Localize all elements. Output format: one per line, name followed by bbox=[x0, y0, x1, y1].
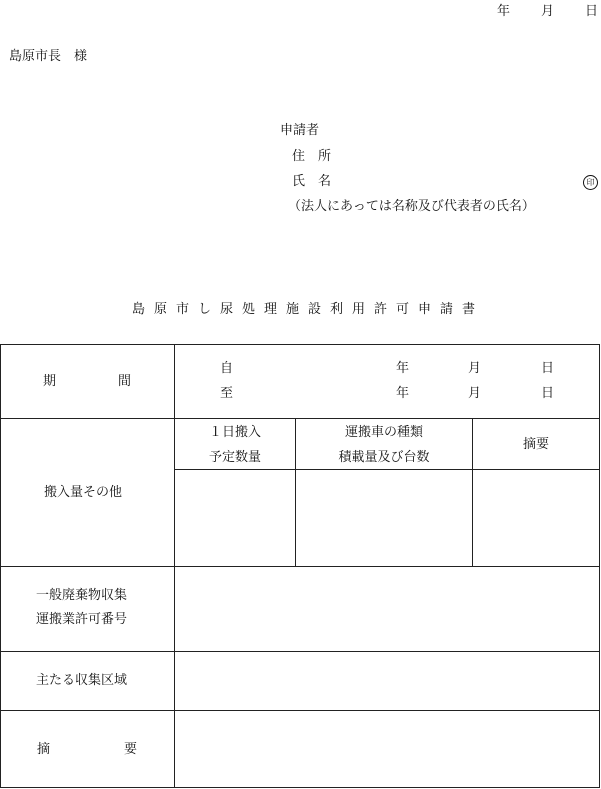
daily-amount-header-line1: １日搬入 bbox=[208, 425, 262, 440]
application-table bbox=[0, 344, 600, 788]
addressee: 島原市長 様 bbox=[9, 49, 88, 64]
title-char: 書 bbox=[462, 302, 476, 317]
daily-amount-header-line2: 予定数量 bbox=[208, 450, 262, 465]
applicant-heading: 申請者 bbox=[280, 123, 320, 138]
applicant-note: （法人にあっては名称及び代表者の氏名） bbox=[288, 199, 535, 214]
title-char: 原 bbox=[154, 302, 168, 317]
vehicle-type-header-line2: 積載量及び台数 bbox=[338, 450, 430, 465]
table-border-bottom bbox=[0, 787, 600, 788]
remarks-label-left: 摘 bbox=[37, 742, 51, 757]
remarks-label-right: 要 bbox=[124, 742, 138, 757]
title-char: 利 bbox=[330, 302, 344, 317]
period-label-right: 間 bbox=[118, 374, 132, 389]
title-char: 用 bbox=[352, 302, 366, 317]
vehicle-type-field[interactable] bbox=[296, 470, 472, 566]
period-from-year: 年 bbox=[396, 361, 410, 376]
amount-label: 搬入量その他 bbox=[44, 485, 123, 500]
period-to-year: 年 bbox=[396, 386, 410, 401]
table-border-left bbox=[0, 344, 1, 788]
date-day-label: 日 bbox=[585, 4, 599, 19]
period-from-label: 自 bbox=[220, 361, 234, 376]
title-char: 請 bbox=[440, 302, 454, 317]
title-char: 申 bbox=[418, 302, 432, 317]
date-month-label: 月 bbox=[541, 4, 555, 19]
title-char: 島 bbox=[132, 302, 146, 317]
row-divider bbox=[0, 418, 600, 419]
period-label-left: 期 bbox=[43, 374, 57, 389]
date-year-label: 年 bbox=[497, 4, 511, 19]
remarks-field[interactable] bbox=[175, 711, 599, 787]
title-char: 施 bbox=[286, 302, 300, 317]
permit-number-field[interactable] bbox=[175, 567, 599, 651]
seal-mark: 印 bbox=[583, 175, 598, 190]
title-char: 設 bbox=[308, 302, 322, 317]
table-border-top bbox=[0, 344, 600, 345]
daily-amount-field[interactable] bbox=[175, 470, 295, 566]
collection-area-label: 主たる収集区域 bbox=[36, 673, 128, 688]
period-from-day: 日 bbox=[541, 361, 555, 376]
collection-area-field[interactable] bbox=[175, 652, 599, 710]
title-char: 可 bbox=[396, 302, 410, 317]
vehicle-type-header-line1: 運搬車の種類 bbox=[344, 425, 424, 440]
period-to-month: 月 bbox=[468, 386, 482, 401]
title-char: 許 bbox=[374, 302, 388, 317]
title-char: 尿 bbox=[220, 302, 234, 317]
period-from-month: 月 bbox=[468, 361, 482, 376]
table-border-right bbox=[599, 344, 600, 788]
period-to-day: 日 bbox=[541, 386, 555, 401]
title-char: 処 bbox=[242, 302, 256, 317]
title-char: 理 bbox=[264, 302, 278, 317]
permit-label-line1: 一般廃棄物収集 bbox=[36, 588, 128, 603]
period-to-label: 至 bbox=[220, 386, 234, 401]
permit-label-line2: 運搬業許可番号 bbox=[36, 612, 128, 627]
name-label: 氏 名 bbox=[292, 174, 332, 189]
title-char: し bbox=[198, 302, 212, 317]
remarks-column-header: 摘要 bbox=[522, 437, 550, 452]
remarks-column-field[interactable] bbox=[473, 470, 599, 566]
address-label: 住 所 bbox=[292, 149, 332, 164]
title-char: 市 bbox=[176, 302, 190, 317]
